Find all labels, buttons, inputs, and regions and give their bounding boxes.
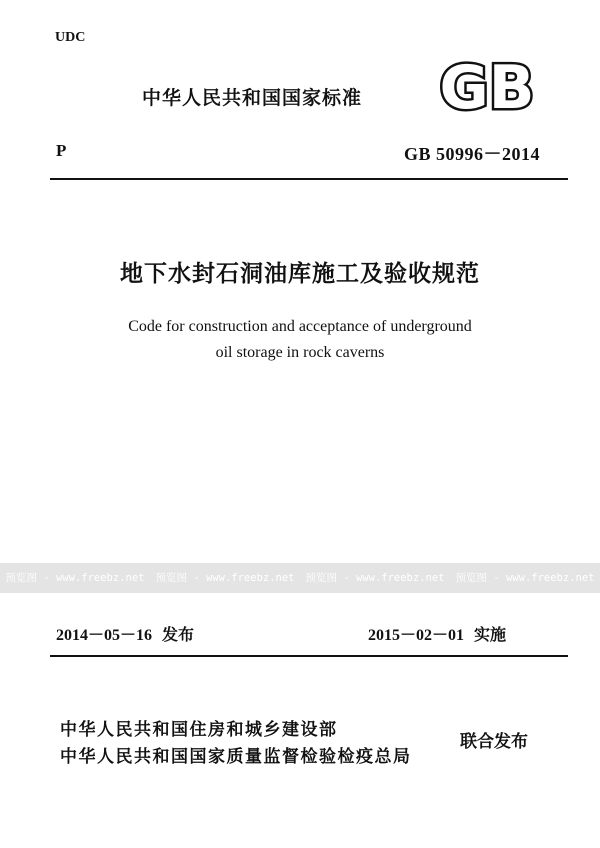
footer-divider [50,655,568,657]
watermark-text: 预览图 - www.freebz.net [305,572,445,584]
category-code: P [56,141,67,160]
issuer-ministry-housing: 中华人民共和国住房和城乡建设部 [60,720,338,740]
joint-issue-label: 联合发布 [460,732,528,752]
standard-number: GB 50996－2014 [403,144,540,164]
watermark-text: 预览图 - www.freebz.net [5,572,145,584]
gb-logo [433,56,541,116]
implement-date-line [368,622,506,645]
watermark-text: 预览图 - www.freebz.net [455,572,595,584]
udc-label: UDC [55,30,86,45]
title-english-line2: oil storage in rock caverns [215,344,385,361]
issue-date-line [56,622,194,645]
issue-label: 发布 [162,625,195,644]
issuer-ministry-quality: 中华人民共和国国家质量监督检验检疫总局 [60,747,412,767]
watermark-text: 预览图 - www.freebz.net [155,572,295,584]
issue-date: 2014－05－16 [56,627,153,644]
title-english-line1: Code for construction and acceptance of underground [128,318,472,335]
implement-date: 2015－02－01 [368,627,465,644]
gb-logo-text: GB [439,56,535,116]
watermark-band [0,563,600,593]
implement-label: 实施 [474,625,507,644]
title-chinese: 地下水封石洞油库施工及验收规范 [120,261,480,287]
national-standard-heading: 中华人民共和国国家标准 [142,87,363,109]
header-divider [50,178,568,180]
